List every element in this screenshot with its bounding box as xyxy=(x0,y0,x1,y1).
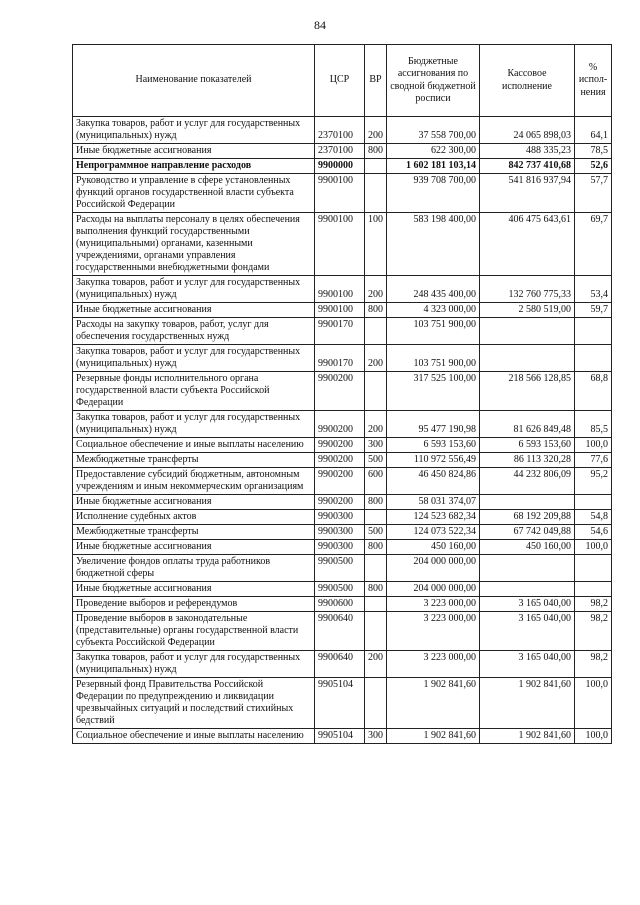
cell-csr: 9900200 xyxy=(315,468,365,495)
cell-pct: 85,5 xyxy=(575,411,612,438)
cell-pct xyxy=(575,345,612,372)
cell-csr: 9900200 xyxy=(315,495,365,510)
table-row xyxy=(73,582,612,597)
cell-exec: 842 737 410,68 xyxy=(480,159,575,174)
cell-budget: 4 323 000,00 xyxy=(387,303,480,318)
cell-vr xyxy=(365,597,387,612)
cell-pct: 54,8 xyxy=(575,510,612,525)
table-row xyxy=(73,174,612,213)
table-row xyxy=(73,453,612,468)
cell-exec: 44 232 806,09 xyxy=(480,468,575,495)
cell-csr: 9900100 xyxy=(315,303,365,318)
table-row xyxy=(73,555,612,582)
cell-pct: 95,2 xyxy=(575,468,612,495)
cell-budget: 37 558 700,00 xyxy=(387,117,480,144)
cell-name: Социальное обеспечение и иные выплаты населению xyxy=(73,438,315,453)
table-row xyxy=(73,159,612,174)
cell-csr: 9900600 xyxy=(315,597,365,612)
cell-pct: 100,0 xyxy=(575,678,612,729)
cell-budget: 103 751 900,00 xyxy=(387,318,480,345)
cell-name: Исполнение судебных актов xyxy=(73,510,315,525)
cell-csr: 9900640 xyxy=(315,651,365,678)
cell-exec: 218 566 128,85 xyxy=(480,372,575,411)
cell-pct: 98,2 xyxy=(575,612,612,651)
cell-exec: 132 760 775,33 xyxy=(480,276,575,303)
cell-csr: 2370100 xyxy=(315,117,365,144)
cell-name: Непрограммное направление расходов xyxy=(73,159,315,174)
cell-vr: 800 xyxy=(365,144,387,159)
cell-csr: 9900500 xyxy=(315,582,365,597)
table-row xyxy=(73,318,612,345)
cell-budget: 622 300,00 xyxy=(387,144,480,159)
cell-budget: 46 450 824,86 xyxy=(387,468,480,495)
cell-name: Расходы на закупку товаров, работ, услуг для обеспечения государственных нужд xyxy=(73,318,315,345)
table-row xyxy=(73,525,612,540)
cell-budget: 3 223 000,00 xyxy=(387,651,480,678)
cell-csr: 9900200 xyxy=(315,411,365,438)
cell-pct xyxy=(575,555,612,582)
cell-exec: 2 580 519,00 xyxy=(480,303,575,318)
cell-csr: 9900500 xyxy=(315,555,365,582)
cell-vr: 200 xyxy=(365,345,387,372)
cell-csr: 9900100 xyxy=(315,276,365,303)
cell-pct: 53,4 xyxy=(575,276,612,303)
cell-exec: 24 065 898,03 xyxy=(480,117,575,144)
cell-exec: 3 165 040,00 xyxy=(480,597,575,612)
cell-name: Закупка товаров, работ и услуг для государственных (муниципальных) нужд xyxy=(73,276,315,303)
cell-pct: 64,1 xyxy=(575,117,612,144)
cell-pct: 77,6 xyxy=(575,453,612,468)
cell-csr: 9900170 xyxy=(315,345,365,372)
cell-vr: 800 xyxy=(365,582,387,597)
cell-budget: 58 031 374,07 xyxy=(387,495,480,510)
cell-pct: 54,6 xyxy=(575,525,612,540)
table-row xyxy=(73,612,612,651)
cell-budget: 3 223 000,00 xyxy=(387,612,480,651)
cell-name: Иные бюджетные ассигнования xyxy=(73,144,315,159)
cell-vr xyxy=(365,372,387,411)
cell-vr: 100 xyxy=(365,213,387,276)
cell-name: Руководство и управление в сфере установленных функций органов государственной власти субъекта Российской Федерации xyxy=(73,174,315,213)
cell-budget: 6 593 153,60 xyxy=(387,438,480,453)
cell-name: Закупка товаров, работ и услуг для государственных (муниципальных) нужд xyxy=(73,345,315,372)
cell-pct: 100,0 xyxy=(575,729,612,744)
cell-pct xyxy=(575,318,612,345)
table-row xyxy=(73,540,612,555)
cell-budget: 124 073 522,34 xyxy=(387,525,480,540)
cell-pct: 69,7 xyxy=(575,213,612,276)
cell-vr: 200 xyxy=(365,411,387,438)
cell-exec xyxy=(480,495,575,510)
cell-csr: 9900200 xyxy=(315,453,365,468)
cell-pct: 100,0 xyxy=(575,540,612,555)
cell-exec: 1 902 841,60 xyxy=(480,678,575,729)
cell-name: Социальное обеспечение и иные выплаты населению xyxy=(73,729,315,744)
cell-vr: 800 xyxy=(365,495,387,510)
cell-pct xyxy=(575,582,612,597)
cell-name: Закупка товаров, работ и услуг для государственных (муниципальных) нужд xyxy=(73,411,315,438)
cell-name: Иные бюджетные ассигнования xyxy=(73,495,315,510)
cell-budget: 1 902 841,60 xyxy=(387,678,480,729)
cell-pct: 78,5 xyxy=(575,144,612,159)
cell-vr: 200 xyxy=(365,651,387,678)
cell-name: Закупка товаров, работ и услуг для государственных (муниципальных) нужд xyxy=(73,117,315,144)
cell-csr: 9900000 xyxy=(315,159,365,174)
cell-name: Увеличение фондов оплаты труда работников бюджетной сферы xyxy=(73,555,315,582)
cell-pct: 98,2 xyxy=(575,651,612,678)
cell-name: Предоставление субсидий бюджетным, автономным учреждениям и иным некоммерческим организациям xyxy=(73,468,315,495)
cell-vr: 300 xyxy=(365,438,387,453)
cell-exec: 450 160,00 xyxy=(480,540,575,555)
cell-vr xyxy=(365,510,387,525)
table-row xyxy=(73,303,612,318)
cell-csr: 9900100 xyxy=(315,213,365,276)
cell-budget: 103 751 900,00 xyxy=(387,345,480,372)
cell-budget: 3 223 000,00 xyxy=(387,597,480,612)
table-row xyxy=(73,372,612,411)
cell-vr xyxy=(365,174,387,213)
cell-budget: 450 160,00 xyxy=(387,540,480,555)
cell-budget: 124 523 682,34 xyxy=(387,510,480,525)
header-csr: ЦСР xyxy=(315,45,365,117)
cell-exec: 488 335,23 xyxy=(480,144,575,159)
table-header xyxy=(73,45,612,117)
cell-pct: 68,8 xyxy=(575,372,612,411)
cell-budget: 95 477 190,98 xyxy=(387,411,480,438)
table-row xyxy=(73,495,612,510)
cell-exec: 81 626 849,48 xyxy=(480,411,575,438)
cell-name: Иные бюджетные ассигнования xyxy=(73,540,315,555)
cell-vr xyxy=(365,678,387,729)
table-row xyxy=(73,345,612,372)
cell-vr: 600 xyxy=(365,468,387,495)
cell-vr: 200 xyxy=(365,276,387,303)
cell-budget: 1 602 181 103,14 xyxy=(387,159,480,174)
table-row xyxy=(73,438,612,453)
cell-csr: 9900200 xyxy=(315,372,365,411)
cell-name: Расходы на выплаты персоналу в целях обеспечения выполнения функций государственными (муниципальными) органами, казенными учреждениями, органами управления государственными внебюджетными фондами xyxy=(73,213,315,276)
cell-name: Закупка товаров, работ и услуг для государственных (муниципальных) нужд xyxy=(73,651,315,678)
cell-pct: 98,2 xyxy=(575,597,612,612)
cell-vr xyxy=(365,318,387,345)
cell-csr: 9905104 xyxy=(315,729,365,744)
cell-exec xyxy=(480,582,575,597)
cell-exec: 67 742 049,88 xyxy=(480,525,575,540)
table-row xyxy=(73,411,612,438)
cell-vr: 500 xyxy=(365,453,387,468)
cell-exec: 6 593 153,60 xyxy=(480,438,575,453)
cell-exec: 406 475 643,61 xyxy=(480,213,575,276)
table-row xyxy=(73,468,612,495)
cell-budget: 317 525 100,00 xyxy=(387,372,480,411)
header-vr: ВР xyxy=(365,45,387,117)
cell-name: Межбюджетные трансферты xyxy=(73,453,315,468)
cell-exec: 86 113 320,28 xyxy=(480,453,575,468)
cell-budget: 939 708 700,00 xyxy=(387,174,480,213)
cell-vr: 800 xyxy=(365,540,387,555)
cell-csr: 9900100 xyxy=(315,174,365,213)
table-row xyxy=(73,117,612,144)
table-row xyxy=(73,276,612,303)
header-budget: Бюджетные ассигнования по сводной бюджетной росписи xyxy=(387,45,480,117)
cell-pct: 52,6 xyxy=(575,159,612,174)
table-row xyxy=(73,510,612,525)
cell-budget: 583 198 400,00 xyxy=(387,213,480,276)
table-row xyxy=(73,678,612,729)
cell-exec xyxy=(480,555,575,582)
cell-pct: 57,7 xyxy=(575,174,612,213)
cell-budget: 1 902 841,60 xyxy=(387,729,480,744)
cell-exec xyxy=(480,345,575,372)
cell-budget: 204 000 000,00 xyxy=(387,555,480,582)
cell-name: Резервный фонд Правительства Российской Федерации по предупреждению и ликвидации чрезвычайных ситуаций и последствий стихийных бедствий xyxy=(73,678,315,729)
cell-vr xyxy=(365,612,387,651)
cell-vr: 200 xyxy=(365,117,387,144)
cell-pct: 100,0 xyxy=(575,438,612,453)
cell-exec xyxy=(480,318,575,345)
cell-vr xyxy=(365,159,387,174)
cell-budget: 204 000 000,00 xyxy=(387,582,480,597)
header-name: Наименование показателей xyxy=(73,45,315,117)
header-exec: Кассовое исполнение xyxy=(480,45,575,117)
cell-exec: 3 165 040,00 xyxy=(480,651,575,678)
cell-name: Иные бюджетные ассигнования xyxy=(73,303,315,318)
cell-vr: 300 xyxy=(365,729,387,744)
table-body xyxy=(73,117,612,744)
cell-name: Проведение выборов в законодательные (представительные) органы государственной власти субъекта Российской Федерации xyxy=(73,612,315,651)
table-row xyxy=(73,213,612,276)
cell-csr: 9900640 xyxy=(315,612,365,651)
cell-csr: 9905104 xyxy=(315,678,365,729)
cell-pct xyxy=(575,495,612,510)
table-row xyxy=(73,144,612,159)
table-row xyxy=(73,651,612,678)
cell-name: Проведение выборов и референдумов xyxy=(73,597,315,612)
cell-csr: 9900300 xyxy=(315,510,365,525)
cell-vr xyxy=(365,555,387,582)
table-row xyxy=(73,597,612,612)
budget-execution-table xyxy=(72,44,612,744)
page-number: 84 xyxy=(314,18,326,32)
cell-exec: 3 165 040,00 xyxy=(480,612,575,651)
cell-csr: 2370100 xyxy=(315,144,365,159)
cell-budget: 248 435 400,00 xyxy=(387,276,480,303)
cell-exec: 1 902 841,60 xyxy=(480,729,575,744)
cell-exec: 541 816 937,94 xyxy=(480,174,575,213)
cell-vr: 800 xyxy=(365,303,387,318)
cell-csr: 9900200 xyxy=(315,438,365,453)
cell-budget: 110 972 556,49 xyxy=(387,453,480,468)
cell-csr: 9900170 xyxy=(315,318,365,345)
table-row xyxy=(73,729,612,744)
cell-csr: 9900300 xyxy=(315,525,365,540)
cell-pct: 59,7 xyxy=(575,303,612,318)
cell-name: Межбюджетные трансферты xyxy=(73,525,315,540)
cell-name: Резервные фонды исполнительного органа государственной власти субъекта Российской Федерации xyxy=(73,372,315,411)
cell-vr: 500 xyxy=(365,525,387,540)
header-pct: % испол-нения xyxy=(575,45,612,117)
cell-exec: 68 192 209,88 xyxy=(480,510,575,525)
cell-name: Иные бюджетные ассигнования xyxy=(73,582,315,597)
cell-csr: 9900300 xyxy=(315,540,365,555)
